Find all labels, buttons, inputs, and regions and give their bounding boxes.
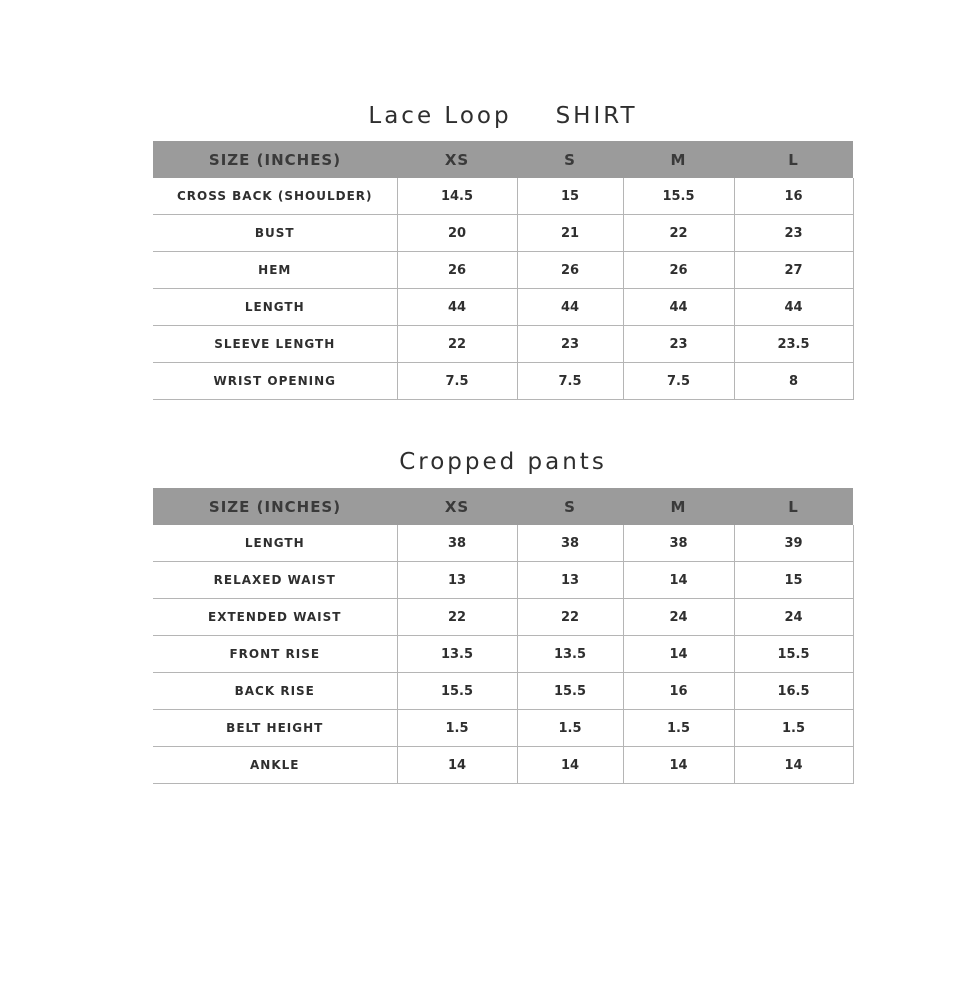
measurement-value: 8 — [734, 363, 853, 400]
measurement-value: 39 — [734, 525, 853, 562]
header-l: L — [734, 141, 853, 178]
table-row — [153, 562, 853, 599]
measurement-value: 16 — [734, 178, 853, 215]
measurement-value: 15 — [517, 178, 623, 215]
header-size: SIZE (INCHES) — [153, 141, 397, 178]
table-header-row — [153, 488, 853, 525]
measurement-value: 27 — [734, 252, 853, 289]
measurement-label: FRONT RISE — [153, 636, 397, 673]
measurement-value: 13 — [517, 562, 623, 599]
measurement-value: 22 — [397, 326, 517, 363]
measurement-value: 44 — [397, 289, 517, 326]
measurement-value: 1.5 — [734, 710, 853, 747]
measurement-value: 23 — [734, 215, 853, 252]
measurement-label: LENGTH — [153, 525, 397, 562]
measurement-value: 16 — [623, 673, 734, 710]
header-xs: XS — [397, 488, 517, 525]
table-row — [153, 673, 853, 710]
measurement-value: 38 — [517, 525, 623, 562]
measurement-value: 7.5 — [397, 363, 517, 400]
pants-chart-title: Cropped pants — [399, 449, 607, 475]
measurement-value: 1.5 — [517, 710, 623, 747]
pants-size-table — [153, 488, 854, 784]
shirt-chart-title — [153, 101, 853, 131]
measurement-value: 44 — [517, 289, 623, 326]
measurement-value: 14 — [397, 747, 517, 784]
measurement-label: WRIST OPENING — [153, 363, 397, 400]
table-row — [153, 710, 853, 747]
measurement-value: 13 — [397, 562, 517, 599]
measurement-label: RELAXED WAIST — [153, 562, 397, 599]
header-m: M — [623, 141, 734, 178]
table-row — [153, 363, 853, 400]
header-s: S — [517, 141, 623, 178]
measurement-value: 15.5 — [623, 178, 734, 215]
measurement-value: 15.5 — [517, 673, 623, 710]
measurement-value: 44 — [734, 289, 853, 326]
header-size: SIZE (INCHES) — [153, 488, 397, 525]
measurement-value: 21 — [517, 215, 623, 252]
measurement-value: 22 — [517, 599, 623, 636]
measurement-value: 15.5 — [397, 673, 517, 710]
table-row — [153, 289, 853, 326]
header-m: M — [623, 488, 734, 525]
pants-size-chart — [153, 447, 853, 784]
measurement-value: 14 — [623, 562, 734, 599]
measurement-label: ANKLE — [153, 747, 397, 784]
measurement-label: EXTENDED WAIST — [153, 599, 397, 636]
measurement-value: 14 — [517, 747, 623, 784]
measurement-value: 22 — [397, 599, 517, 636]
shirt-size-chart — [153, 101, 853, 400]
measurement-value: 16.5 — [734, 673, 853, 710]
table-header-row — [153, 141, 853, 178]
measurement-value: 7.5 — [623, 363, 734, 400]
measurement-value: 14 — [734, 747, 853, 784]
measurement-value: 23 — [623, 326, 734, 363]
measurement-label: BELT HEIGHT — [153, 710, 397, 747]
measurement-value: 26 — [623, 252, 734, 289]
table-row — [153, 178, 853, 215]
measurement-label: BUST — [153, 215, 397, 252]
measurement-label: LENGTH — [153, 289, 397, 326]
measurement-value: 24 — [623, 599, 734, 636]
measurement-value: 23 — [517, 326, 623, 363]
measurement-value: 15.5 — [734, 636, 853, 673]
table-row — [153, 525, 853, 562]
measurement-value: 7.5 — [517, 363, 623, 400]
measurement-value: 14.5 — [397, 178, 517, 215]
measurement-value: 23.5 — [734, 326, 853, 363]
table-row — [153, 636, 853, 673]
table-row — [153, 326, 853, 363]
measurement-value: 44 — [623, 289, 734, 326]
shirt-size-table — [153, 141, 854, 400]
measurement-value: 38 — [397, 525, 517, 562]
measurement-value: 24 — [734, 599, 853, 636]
measurement-value: 38 — [623, 525, 734, 562]
measurement-label: CROSS BACK (SHOULDER) — [153, 178, 397, 215]
measurement-value: 1.5 — [623, 710, 734, 747]
measurement-label: BACK RISE — [153, 673, 397, 710]
table-row — [153, 599, 853, 636]
measurement-value: 14 — [623, 636, 734, 673]
shirt-title-type: SHIRT — [555, 103, 638, 129]
measurement-value: 14 — [623, 747, 734, 784]
table-row — [153, 215, 853, 252]
measurement-label: HEM — [153, 252, 397, 289]
measurement-value: 1.5 — [397, 710, 517, 747]
header-s: S — [517, 488, 623, 525]
measurement-value: 22 — [623, 215, 734, 252]
table-row — [153, 252, 853, 289]
header-l: L — [734, 488, 853, 525]
measurement-label: SLEEVE LENGTH — [153, 326, 397, 363]
measurement-value: 26 — [517, 252, 623, 289]
measurement-value: 15 — [734, 562, 853, 599]
shirt-title-name: Lace Loop — [368, 103, 512, 129]
table-row — [153, 747, 853, 784]
measurement-value: 26 — [397, 252, 517, 289]
measurement-value: 13.5 — [397, 636, 517, 673]
measurement-value: 20 — [397, 215, 517, 252]
measurement-value: 13.5 — [517, 636, 623, 673]
header-xs: XS — [397, 141, 517, 178]
